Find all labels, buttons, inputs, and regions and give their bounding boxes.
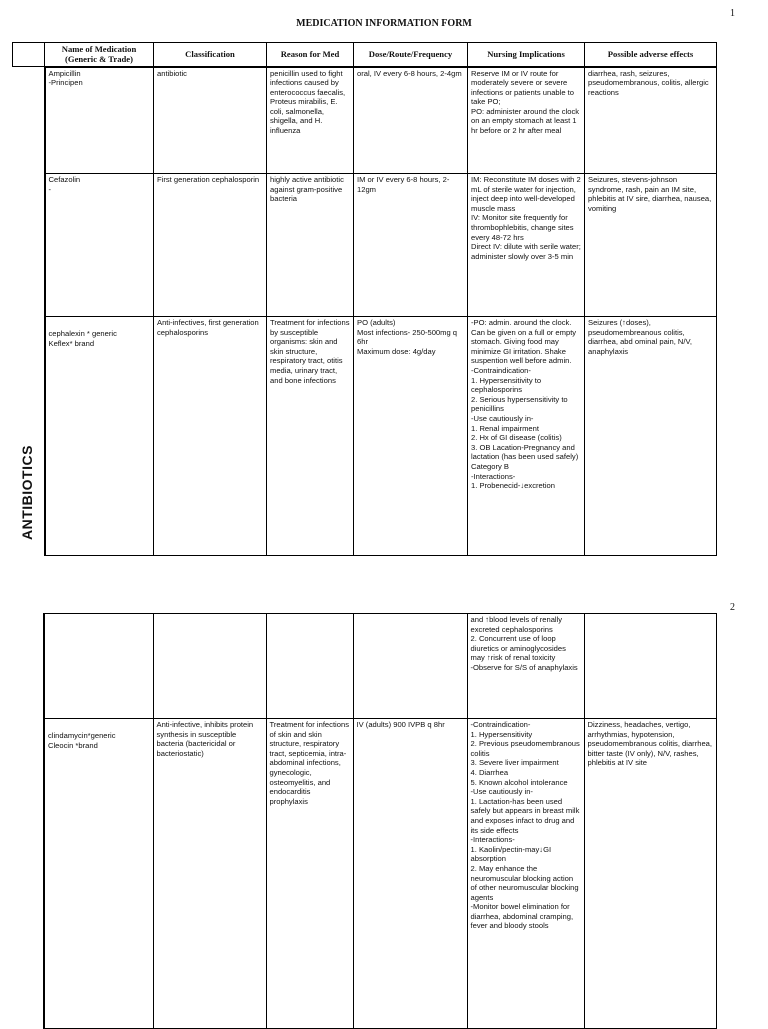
table-row	[13, 67, 717, 174]
med-name	[44, 614, 153, 719]
med-adverse: Seizures, stevens-johnson syndrome, rash, pain an IM site, phlebitis at IV sire, diarrhea, nausea, vomiting	[585, 174, 717, 317]
header-category	[13, 43, 45, 67]
form-title: MEDICATION INFORMATION FORM	[296, 18, 472, 29]
page-number: 1	[730, 8, 735, 19]
header-row	[13, 43, 717, 67]
med-implications: -Contraindication- 1. Hypersensitivity 2. Previous pseudomembranous colitis 3. Severe liver impairment 4. Diarrhea 5. Known alcohol intolerance -Use cautiously in- 1. Lactation-has been used safely but appears in breast milk and exposes infact to drug and its side effects -Interactions- 1. Kaolin/pectin-may↓GI absorption 2. May enhance the neuromuscular blocking action of other neuromuscular blocking agents -Monitor bowel elimination for diarrhea, abdominal cramping, fever and bloody stools	[467, 719, 584, 1029]
table-row	[13, 174, 717, 317]
table-row	[12, 719, 716, 1029]
med-classification: antibiotic	[154, 67, 267, 174]
med-classification: Anti-infective, inhibits protein synthesis in susceptible bacteria (bactericidal or bacteriostatic)	[153, 719, 266, 1029]
med-implications: IM: Reconstitute IM doses with 2 mL of sterile water for injection, inject deep into well-developed muscle mass IV: Monitor site frequently for thrombophlebitis, change sites every 48-72 hrs Direct IV: dilute with serile water; administer slowly over 3-5 min	[468, 174, 585, 317]
med-reason: highly active antibiotic against gram-positive bacteria	[267, 174, 354, 317]
med-name: Cefazolin -	[45, 174, 154, 317]
med-classification: First generation cephalosporin	[154, 174, 267, 317]
med-adverse: Dizziness, headaches, vertigo, arrhythmias, hypotension, pseudomembranous colitis, diarrhea, bitter taste (IV only), N/V, rashes, phlebitis at IV site	[584, 719, 716, 1029]
header-implications: Nursing Implications	[468, 43, 585, 67]
header-dose: Dose/Route/Frequency	[354, 43, 468, 67]
header-name: Name of Medication (Generic & Trade)	[45, 43, 154, 67]
med-dose: oral, IV every 6-8 hours, 2-4gm	[354, 67, 468, 174]
med-implications: Reserve IM or IV route for moderately severe or severe infections or patients unable to take PO; PO: administer around the clock on an empty stomach at least 1 hr before or 2 hr after meal	[468, 67, 585, 174]
table-row	[13, 317, 717, 556]
category-cell	[13, 67, 45, 556]
header-adverse: Possible adverse effects	[585, 43, 717, 67]
header-reason: Reason for Med	[267, 43, 354, 67]
med-name: cephalexin * generic Keflex* brand	[45, 317, 154, 556]
med-classification: Anti-infectives, first generation cephalosporins	[154, 317, 267, 556]
category-cell	[12, 614, 44, 1029]
med-reason	[266, 614, 353, 719]
med-adverse: diarrhea, rash, seizures, pseudomembranous, colitis, allergic reactions	[585, 67, 717, 174]
medication-table-page-2	[12, 613, 717, 1029]
med-implications: -PO: admin. around the clock. Can be given on a full or empty stomach. Giving food may minimize GI irritation. Shake suspention well before admin. -Contraindication- 1. Hypersensitivity to cephalosporins 2. Serious hypersensitivity to penicillins -Use cautiously in- 1. Renal impairment 2. Hx of GI disease (colitis) 3. OB Lacation-Pregnancy and lactation (has been used safely) Category B -Interactions- 1. Probenecid-↓excretion	[468, 317, 585, 556]
med-dose: PO (adults) Most infections- 250-500mg q 6hr Maximum dose: 4g/day	[354, 317, 468, 556]
header-classification: Classification	[154, 43, 267, 67]
med-classification	[153, 614, 266, 719]
med-reason: Treatment for infections of skin and skin structure, respiratory tract, septicemia, intra-abdominal infections, gynecologic, osteomyelitis, and endocarditis prophylaxis	[266, 719, 353, 1029]
med-adverse: Seizures (↑doses), pseudomembreanous colitis, diarrhea, abd ominal pain, N/V, anaphylaxis	[585, 317, 717, 556]
med-dose	[353, 614, 467, 719]
med-implications: and ↑blood levels of renally excreted cephalosporins 2. Concurrent use of loop diuretics or aminoglycosides may ↑risk of renal toxicity -Observe for S/S of anaphylaxis	[467, 614, 584, 719]
med-name: Ampicillin -Principen	[45, 67, 154, 174]
med-adverse	[584, 614, 716, 719]
med-dose: IM or IV every 6-8 hours, 2-12gm	[354, 174, 468, 317]
medication-table-page-1	[12, 42, 717, 556]
table-row	[12, 614, 716, 719]
med-name: clindamycin*generic Cleocin *brand	[44, 719, 153, 1029]
med-reason: Treatment for infections by susceptible organisms: skin and skin structure, respiratory tract, otitis media, urinary tract, and bone infections	[267, 317, 354, 556]
med-reason: penicillin used to fight infections caused by enterococcus faecalis, Proteus mirabilis, E. coli, salmonella, shigella, and H. influenza	[267, 67, 354, 174]
category-label: ANTIBIOTICS	[18, 444, 35, 540]
med-dose: IV (adults) 900 IVPB q 8hr	[353, 719, 467, 1029]
page-number: 2	[730, 602, 735, 613]
